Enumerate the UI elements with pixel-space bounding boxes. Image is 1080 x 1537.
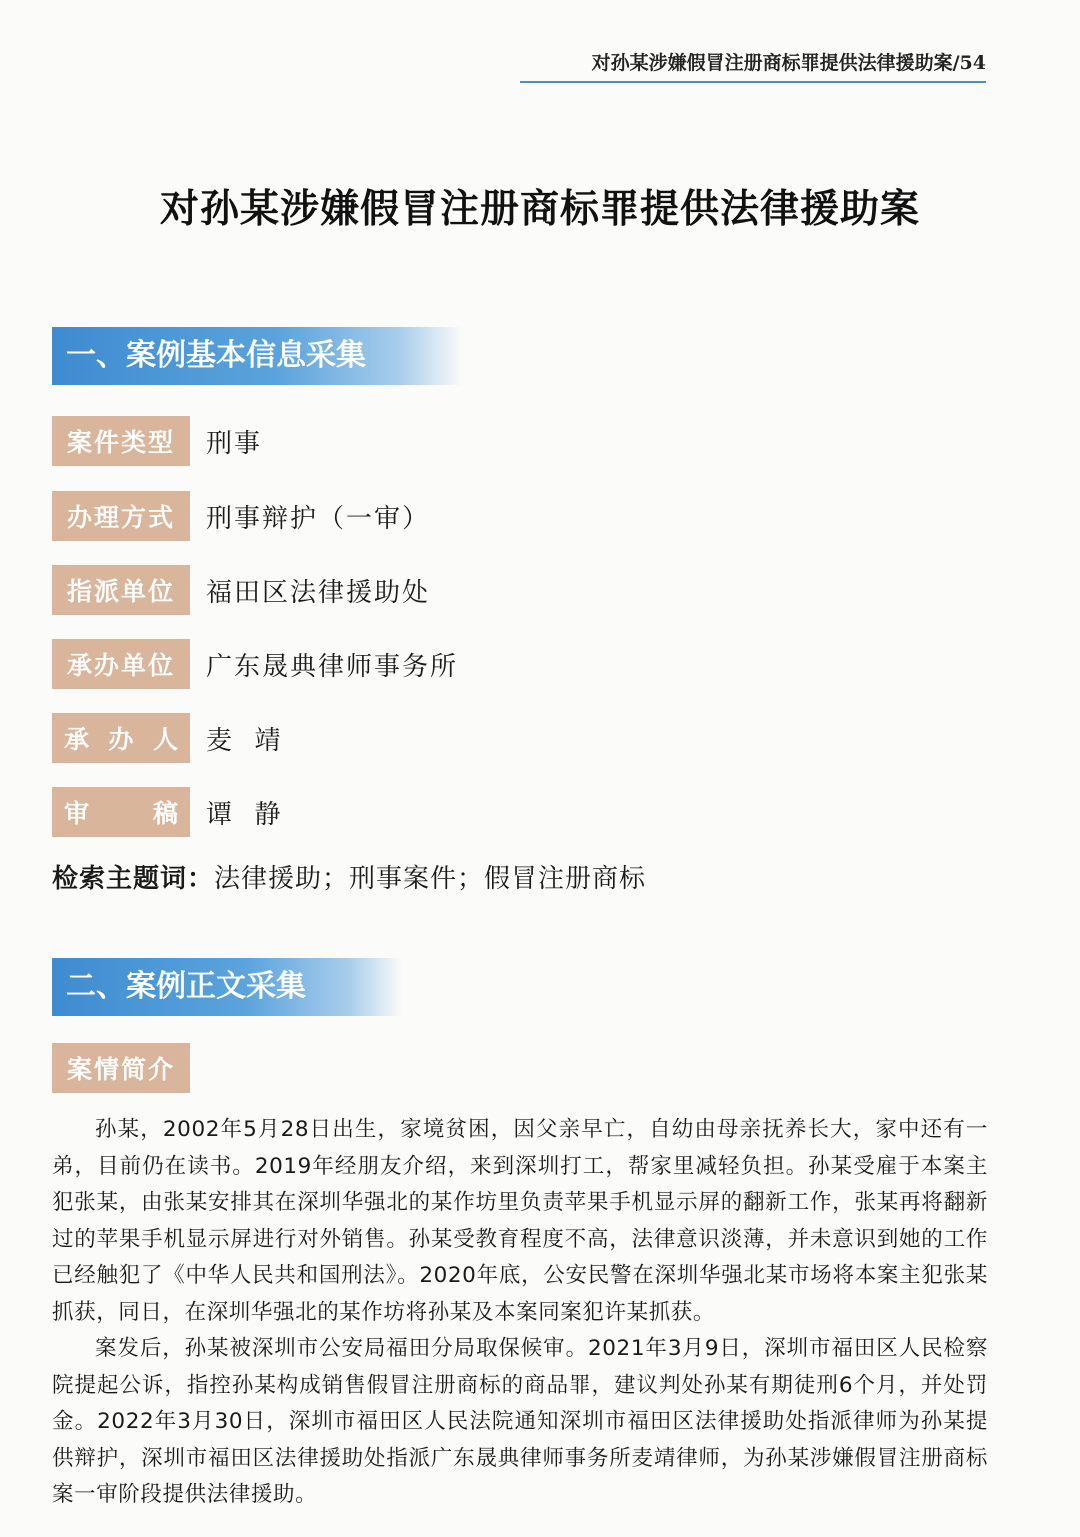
page-title: 对孙某涉嫌假冒注册商标罪提供法律援助案 [159, 186, 920, 232]
handling-method-value: 刑事辩护（一审） [206, 503, 431, 534]
undertaker-label-char: 承 [64, 725, 90, 754]
assigning-unit-label: 指派单位 [52, 565, 190, 615]
undertaking-unit-value: 广东晟典律师事务所 [206, 651, 459, 682]
keywords-value: 法律援助；刑事案件；假冒注册商标 [214, 864, 647, 894]
reviewer-value: 谭 静 [206, 799, 283, 830]
undertaker-label [52, 713, 190, 763]
info-row-handling-method [52, 491, 430, 541]
search-keywords [52, 858, 646, 895]
reviewer-label [52, 787, 190, 837]
case-summary-label: 案情简介 [52, 1043, 190, 1093]
assigning-unit-value: 福田区法律援助处 [206, 577, 431, 608]
case-summary-row [52, 1043, 190, 1093]
section-1-heading: 一、案例基本信息采集 [52, 327, 462, 385]
case-type-value: 刑事 [206, 428, 263, 459]
info-row-undertaker [52, 713, 283, 763]
info-row-case-type [52, 416, 262, 466]
paragraph: 孙某，2002年5月28日出生，家境贫困，因父亲早亡，自幼由母亲抚养长大，家中还有一弟，目前仍在读书。2019年经朋友介绍，来到深圳打工，帮家里减轻负担。孙某受雇于本案主犯张某，由张某安排其在深圳华强北的某作坊里负责苹果手机显示屏的翻新工作，张某再将翻新过的苹果手机显示屏进行对外销售。孙某受教育程度不高，法律意识淡薄，并未意识到她的工作已经触犯了《中华人民共和国刑法》。2020年底，公安民警在深圳华强北某市场将本案主犯张某抓获，同日，在深圳华强北的某作坊将孙某及本案同案犯许某抓获。 [52, 1117, 988, 1325]
info-row-undertaking-unit [52, 639, 458, 689]
paragraph: 案发后，孙某被深圳市公安局福田分局取保候审。2021年3月9日，深圳市福田区人民检察院提起公诉，指控孙某构成销售假冒注册商标的商品罪，建议判处孙某有期徒刑6个月，并处罚金。2022年3月30日，深圳市福田区人民法院通知深圳市福田区法律援助处指派律师为孙某提供辩护，深圳市福田区法律援助处指派广东晟典律师事务所麦靖律师，为孙某涉嫌假冒注册商标案一审阶段提供法律援助。 [52, 1336, 988, 1507]
undertaker-value: 麦 靖 [206, 725, 283, 756]
undertaking-unit-label: 承办单位 [52, 639, 190, 689]
reviewer-label-char: 审 [64, 799, 90, 828]
keywords-label: 检索主题词： [52, 864, 215, 894]
section-2-heading: 二、案例正文采集 [52, 958, 402, 1016]
case-type-label: 案件类型 [52, 416, 190, 466]
running-head: 对孙某涉嫌假冒注册商标罪提供法律援助案/54 [591, 52, 986, 74]
case-summary-body [52, 1112, 988, 1514]
header-rule [520, 81, 986, 83]
info-row-assigning-unit [52, 565, 430, 615]
reviewer-label-char: 稿 [152, 799, 178, 828]
undertaker-label-char: 办 [108, 725, 134, 754]
undertaker-label-char: 人 [152, 725, 178, 754]
info-row-reviewer [52, 787, 283, 837]
handling-method-label: 办理方式 [52, 491, 190, 541]
